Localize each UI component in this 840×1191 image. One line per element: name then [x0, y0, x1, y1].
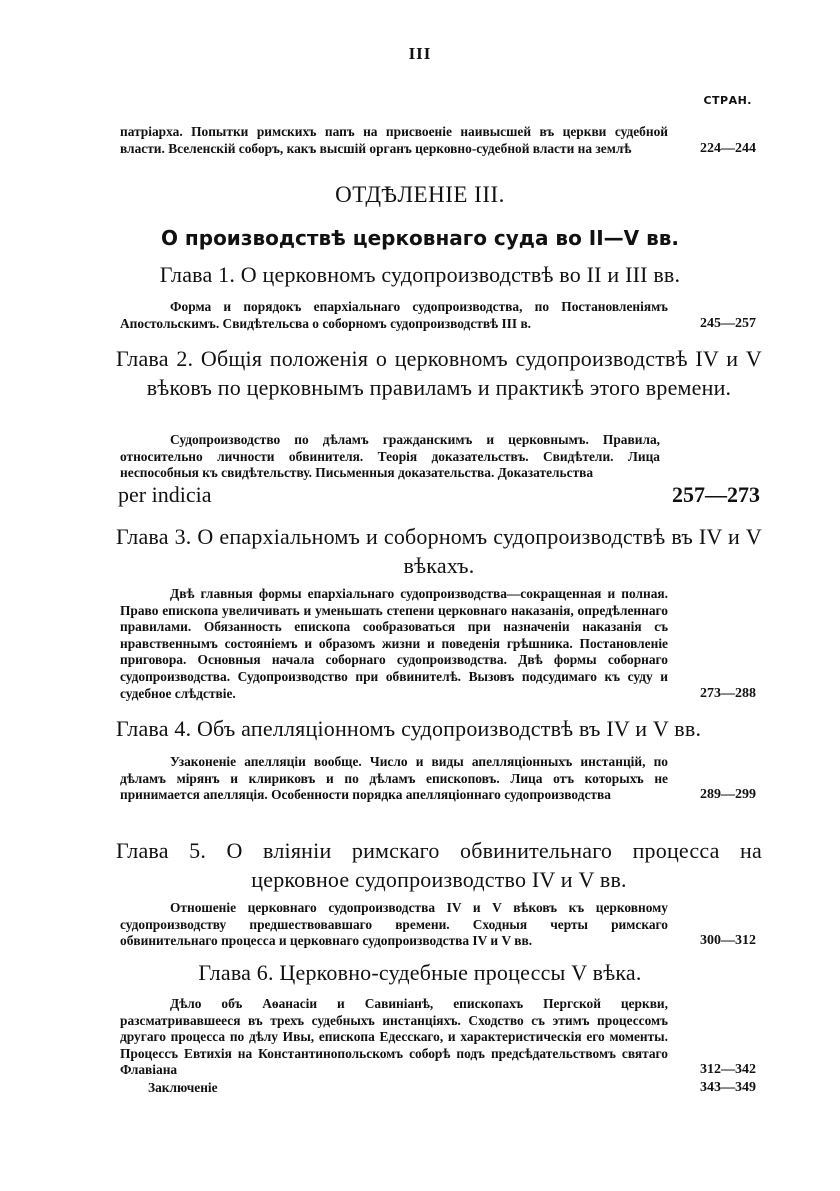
- pages-column-header: СТРАН.: [703, 94, 752, 107]
- chapter-2-tail-row: [118, 482, 760, 508]
- chapter-4-text: Узаконеніе апелляціи вообще. Число и виды апелляціонныхъ инстанцій, по дѣламъ мірянъ и клириковъ и по дѣламъ епископовъ. Лица отъ которыхъ не принимается апелляція. Особенности порядка апелляціоннаго судопроизводства: [120, 754, 668, 803]
- chapter-4-title: Глава 4. Объ апелляціонномъ судопроизводствѣ въ IV и V вв.: [116, 716, 702, 741]
- chapter-1-pages: 245—257: [700, 315, 756, 331]
- chapter-5-text: Отношеніе церковнаго судопроизводства IV и V вѣковъ къ церковному судопроизводству предшествовавшаго времени. Сходныя черты римскаго обвинительнаго процесса и церковнаго судопроизводства IV и V вв.: [120, 900, 668, 949]
- top-entry-text: патріарха. Попытки римскихъ папъ на присвоеніе наивысшей въ церкви судебной власти. Вселенскій соборъ, какъ высшій органъ церковно-судебной власти на землѣ: [120, 124, 668, 156]
- chapter-3-text: Двѣ главныя формы епархіальнаго судопроизводства—сокращенная и полная. Право епископа увеличивать и уменьшать степени церковнаго наказанія, опредѣленнаго правилами. Обязанность епископа сообразоваться при назначеніи наказанія съ нравственнымъ состояніемъ и образомъ жизни и поведенія грѣшника. Постановленіе приговора. Основныя начала соборнаго судопроизводства. Двѣ формы соборнаго судопроизводства. Судопроизводство при обвинителѣ. Вызовъ подсудимаго къ суду и судебное слѣдствіе.: [120, 586, 668, 701]
- section-subtitle: О производствѣ церковнаго суда во II—V вв.: [160, 226, 680, 250]
- conclusion-label: Заключеніе: [148, 1080, 218, 1095]
- chapter-6-pages: 312—342: [700, 1062, 756, 1078]
- chapter-1-text: Форма и порядокъ епархіальнаго судопроизводства, по Постановленіямъ Апостольскимъ. Свидѣтельсва о соборномъ судопроизводствѣ III в.: [120, 299, 668, 331]
- chapter-3-pages: 273—288: [700, 685, 756, 701]
- chapter-6-title: Глава 6. Церковно-судебные процессы V вѣка.: [198, 960, 642, 985]
- chapter-2-entry: [120, 432, 760, 482]
- top-entry: [120, 124, 760, 157]
- chapter-6-text: Дѣло объ Аѳанасіи и Савиніанѣ, епископахъ Пергской церкви, разсматривавшееся въ трехъ судебныхъ инстанціяхъ. Сходство съ этимъ процессомъ другаго процесса по дѣлу Ивы, епископа Едесскаго, и характеристическія его моменты. Процессъ Евтихія на Константинопольскомъ соборѣ подъ предсѣдательствомъ святаго Флавіана: [120, 996, 668, 1078]
- chapter-3-title: Глава 3. О епархіальномъ и соборномъ судопроизводствѣ въ IV и V вѣкахъ.: [116, 524, 762, 578]
- chapter-6-entry: [120, 996, 760, 1079]
- section-title: ОТДѢЛЕНІЕ III.: [335, 182, 505, 207]
- chapter-5-title: Глава 5. О вліяніи римскаго обвинительнаго процесса на церковное судопроизводство IV и V вв.: [116, 838, 762, 892]
- chapter-4-pages: 289—299: [700, 787, 756, 803]
- chapter-5-pages: 300—312: [700, 933, 756, 949]
- chapter-5-entry: [120, 900, 760, 950]
- chapter-2-text-tail: per indicia: [118, 482, 212, 507]
- page-number: III: [408, 44, 432, 63]
- chapter-3-entry: [120, 586, 760, 702]
- conclusion-entry: [120, 1080, 760, 1097]
- chapter-4-entry: [120, 754, 760, 804]
- chapter-1-entry: [120, 299, 760, 332]
- chapter-2-text: Судопроизводство по дѣламъ гражданскимъ и церковнымъ. Правила, относительно личности обвинителя. Теорія доказательствъ. Свидѣтели. Лица неспособныя къ свидѣтельству. Письменныя доказательства. Доказательства: [120, 432, 660, 481]
- chapter-2-pages: 257—273: [672, 482, 760, 507]
- top-entry-pages: 224—244: [700, 140, 756, 156]
- conclusion-pages: 343—349: [700, 1080, 756, 1095]
- chapter-1-title: Глава 1. О церковномъ судопроизводствѣ во II и III вв.: [159, 262, 681, 287]
- chapter-2-title: Глава 2. Общія положенія о церковномъ судопроизводствѣ IV и V вѣковъ по церковнымъ правиламъ и практикѣ этого времени.: [116, 346, 762, 400]
